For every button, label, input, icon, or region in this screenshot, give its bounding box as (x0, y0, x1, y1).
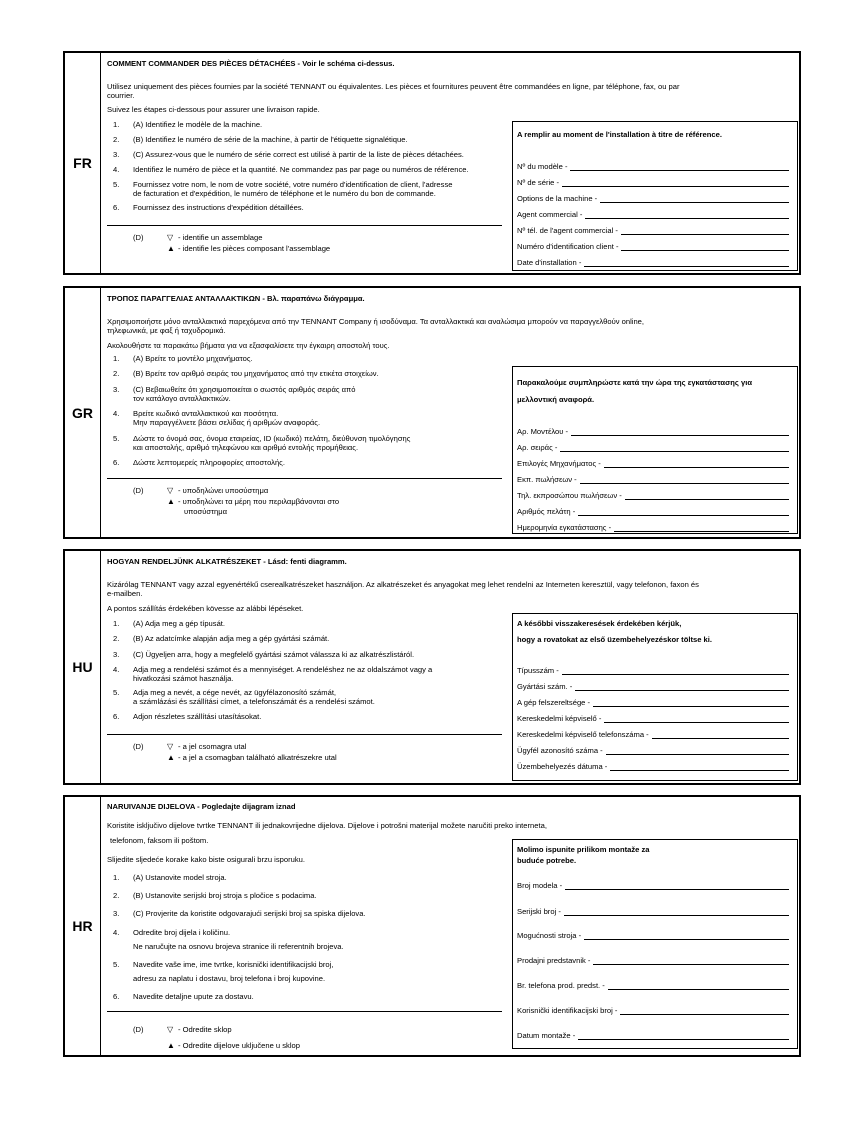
fill-line[interactable] (584, 932, 789, 940)
reference-box (512, 366, 798, 534)
step-text: (A) Identifiez le modèle de la machine. (133, 120, 263, 129)
open-triangle-icon: ▽ (167, 486, 174, 495)
filled-triangle-icon: ▲ (167, 753, 175, 762)
ref-field[interactable] (517, 666, 789, 675)
ref-field-label: Date d'installation - (517, 258, 582, 267)
open-triangle-icon: ▽ (167, 1025, 174, 1034)
legend-assembly: - a jel csomagra utal (178, 742, 247, 751)
step-text: Adjon részletes szállítási utasításokat. (133, 712, 262, 721)
ref-field[interactable] (517, 242, 789, 251)
step-text: Navedite detaljne upute za dostavu. (133, 992, 254, 1001)
content-hr (100, 797, 799, 1055)
step-number: 2. (113, 135, 120, 144)
filled-triangle-icon: ▲ (167, 497, 175, 506)
step-number: 6. (113, 458, 120, 467)
fill-line[interactable] (593, 699, 789, 707)
section-gr (63, 286, 801, 539)
fill-line[interactable] (570, 163, 789, 171)
step-text: (B) Ustanovite serijski broj stroja s pločice s podacima. (133, 891, 317, 900)
step-number: 3. (113, 650, 120, 659)
open-triangle-icon: ▽ (167, 233, 174, 242)
section-title: ΤΡΟΠΟΣ ΠΑΡΑΓΓΕΛΙΑΣ ΑΝΤΑΛΛΑΚΤΙΚΩΝ - Βλ. παραπάνω διάγραμμα. (107, 294, 365, 303)
step-text: (C) Assurez-vous que le numéro de série correct est utilisé à partir de la liste de pièces détachées. (133, 150, 464, 159)
section-title: HOGYAN RENDELJÜNK ALKATRÉSZEKET - Lásd: fenti diagramm. (107, 557, 347, 566)
step-text-cont: Ne naručujte na osnovu brojeva stranice ili referentnih brojeva. (133, 942, 344, 951)
ref-field-label: Options de la machine - (517, 194, 598, 203)
step-text: (A) Ustanovite model stroja. (133, 873, 227, 882)
fill-line[interactable] (575, 683, 789, 691)
ref-field[interactable] (517, 682, 789, 691)
step-text: (C) Ügyeljen arra, hogy a megfelelő gyártási számot válassza ki az alkatrészlistáról. (133, 650, 415, 659)
step-text: (A) Adja meg a gép típusát. (133, 619, 226, 628)
fill-line[interactable] (565, 882, 789, 890)
ref-field[interactable] (517, 1006, 789, 1015)
legend-parts: - υποδηλώνει τα μέρη που περιλαμβάνονται στο (178, 497, 340, 506)
ref-field[interactable] (517, 194, 789, 203)
ref-field-label: Αριθμός πελάτη - (517, 507, 576, 516)
fill-line[interactable] (571, 428, 789, 436)
legend-assembly: - identifie un assemblage (178, 233, 263, 242)
fill-line[interactable] (560, 444, 789, 452)
ref-field-label: Αρ. σειράς - (517, 443, 558, 452)
ref-field-label: Serijski broj - (517, 907, 561, 916)
fill-line[interactable] (578, 508, 789, 516)
step-number: 5. (113, 960, 120, 969)
step-text: Adja meg a rendelési számot és a mennyiséget. A rendeléshez ne az oldalszámot vagy a (133, 665, 433, 674)
fill-line[interactable] (584, 259, 789, 267)
legend-divider (107, 225, 502, 226)
step-number: 2. (113, 891, 120, 900)
legend-d-label: (D) (133, 233, 144, 242)
section-fr (63, 51, 801, 275)
step-text: (A) Βρείτε το μοντέλο μηχανήματος. (133, 354, 253, 363)
section-hr (63, 795, 801, 1057)
intro-line-1: Χρησιμοποιήστε μόνο ανταλλακτικά παρεχόμενα από την TENNANT Company ή ισοδύναμα. Τα ανταλλακτικά και αναλώσιμα μπορούν να παραγγελθούν online, (107, 317, 645, 326)
legend-divider (107, 734, 502, 735)
fill-line[interactable] (600, 195, 789, 203)
section-title: NARUIVANJE DIJELOVA - Pogledajte dijagram iznad (107, 802, 296, 811)
reference-box (512, 839, 798, 1049)
language-code-fr: FR (65, 53, 101, 273)
fill-line[interactable] (564, 908, 789, 916)
ref-field-label: Τηλ. εκπροσώπου πωλήσεων - (517, 491, 622, 500)
ref-field[interactable] (517, 491, 789, 500)
step-number: 5. (113, 434, 120, 443)
ref-field[interactable] (517, 523, 789, 532)
ref-field[interactable] (517, 746, 789, 755)
section-title: COMMENT COMMANDER DES PIÈCES DÉTACHÉES - Voir le schéma ci-dessus. (107, 59, 395, 68)
ref-field[interactable] (517, 475, 789, 484)
legend-d-label: (D) (133, 486, 144, 495)
ref-field-label: Datum montaže - (517, 1031, 576, 1040)
reference-header: A későbbi visszakeresések érdekében kérjük, (517, 619, 682, 628)
ref-field-label: Αρ. Μοντέλου - (517, 427, 569, 436)
ref-field[interactable] (517, 981, 789, 990)
content-fr (100, 53, 799, 273)
reference-header-cont: μελλοντική αναφορά. (517, 395, 595, 404)
language-code-hu: HU (65, 551, 101, 783)
step-number: 1. (113, 120, 120, 129)
fill-line[interactable] (625, 492, 789, 500)
fill-line[interactable] (593, 957, 789, 965)
step-text-cont: Μην παραγγέλνετε βάσει σελίδας ή αριθμών αναφοράς. (133, 418, 321, 427)
intro-line-1: Utilisez uniquement des pièces fournies par la société TENNANT ou équivalentes. Les pièces et fournitures peuvent être commandées en ligne, par téléphone, fax, ou par (107, 82, 680, 91)
legend-d-label: (D) (133, 1025, 144, 1034)
step-text-cont: a számlázási és szállítási címet, a telefonszámát és a rendelési számot. (133, 697, 375, 706)
language-code-hr: HR (65, 797, 101, 1055)
ref-field[interactable] (517, 1031, 789, 1040)
step-number: 2. (113, 634, 120, 643)
ref-field-label: Prodajni predstavnik - (517, 956, 591, 965)
legend-parts: - identifie les pièces composant l'assemblage (178, 244, 331, 253)
ref-field-label: Επιλογές Μηχανήματος - (517, 459, 601, 468)
ref-field[interactable] (517, 226, 789, 235)
step-number: 3. (113, 909, 120, 918)
ref-field[interactable] (517, 956, 789, 965)
ref-field-label: Ημερομηνία εγκατάστασης - (517, 523, 612, 532)
legend-parts-cont: υποσύστημα (184, 507, 228, 516)
reference-header: Molimo ispunite prilikom montaže za (517, 845, 650, 854)
ref-field[interactable] (517, 258, 789, 267)
reference-box (512, 613, 798, 781)
step-text: (B) Az adatcímke alapján adja meg a gép gyártási számát. (133, 634, 330, 643)
ref-field-label: Üzembehelyezés dátuma - (517, 762, 608, 771)
step-text: Fournissez des instructions d'expédition détaillées. (133, 203, 304, 212)
fill-line[interactable] (604, 460, 789, 468)
step-text: Δώστε λεπτομερείς πληροφορίες αποστολής. (133, 458, 285, 467)
step-number: 1. (113, 354, 120, 363)
fill-line[interactable] (620, 1007, 789, 1015)
ref-field-label: A gép felszereltsége - (517, 698, 591, 707)
step-text: Odredite broj dijela i količinu. (133, 928, 231, 937)
step-number: 1. (113, 619, 120, 628)
ref-field-label: Εκπ. πωλήσεων - (517, 475, 577, 484)
step-number: 1. (113, 873, 120, 882)
fill-line[interactable] (610, 763, 789, 771)
fill-line[interactable] (604, 715, 789, 723)
step-number: 5. (113, 688, 120, 697)
step-text: (B) Identifiez le numéro de série de la machine, à partir de l'étiquette signalétique. (133, 135, 408, 144)
filled-triangle-icon: ▲ (167, 244, 175, 253)
fill-line[interactable] (578, 1032, 789, 1040)
ref-field-label: Nº du modèle - (517, 162, 568, 171)
ref-field[interactable] (517, 698, 789, 707)
ref-field-label: Nº de série - (517, 178, 560, 187)
ref-field[interactable] (517, 714, 789, 723)
step-text-cont: adresu za naplatu i dostavu, broj telefona i broj kupovine. (133, 974, 326, 983)
steps-intro: A pontos szállítás érdekében kövesse az alábbi lépéseket. (107, 604, 304, 613)
ref-field-label: Agent commercial - (517, 210, 583, 219)
ref-field[interactable] (517, 762, 789, 771)
ref-field[interactable] (517, 931, 789, 940)
step-text: Adja meg a nevét, a cége nevét, az ügyfélazonosító számát, (133, 688, 337, 697)
ref-field[interactable] (517, 881, 789, 890)
fill-line[interactable] (585, 211, 789, 219)
step-text-cont: και αποστολής, αριθμό τηλεφώνου και αριθμό εντολής προμήθειας. (133, 443, 359, 452)
intro-line-2: e-mailben. (107, 589, 143, 598)
step-number: 2. (113, 369, 120, 378)
steps-intro: Slijedite sljedeće korake kako biste osigurali brzu isporuku. (107, 855, 305, 864)
ref-field-label: Numéro d'identification client - (517, 242, 619, 251)
ref-field[interactable] (517, 907, 789, 916)
ref-field[interactable] (517, 443, 789, 452)
intro-line-1: Koristite isključivo dijelove tvrtke TENNANT ili jednakovrijedne dijelova. Dijelove i potrošni materijal možete naručiti preko interneta, (107, 821, 547, 830)
legend-d-label: (D) (133, 742, 144, 751)
fill-line[interactable] (562, 179, 789, 187)
steps-intro: Ακολουθήστε τα παρακάτω βήματα για να εξασφαλίσετε την έγκαιρη αποστολή τους. (107, 341, 390, 350)
step-number: 6. (113, 992, 120, 1001)
step-number: 6. (113, 712, 120, 721)
reference-box (512, 121, 798, 271)
step-number: 4. (113, 928, 120, 937)
ref-field-label: Mogućnosti stroja - (517, 931, 582, 940)
fill-line[interactable] (580, 476, 789, 484)
step-number: 4. (113, 665, 120, 674)
ref-field-label: Broj modela - (517, 881, 563, 890)
fill-line[interactable] (562, 667, 789, 675)
ref-field-label: Kereskedelmi képviselő telefonszáma - (517, 730, 649, 739)
legend-parts: - a jel a csomagban található alkatrészekre utal (178, 753, 337, 762)
intro-line-2: τηλεφωνικά, με φαξ ή ταχυδρομικά. (107, 326, 226, 335)
content-hu (100, 551, 799, 783)
open-triangle-icon: ▽ (167, 742, 174, 751)
fill-line[interactable] (621, 227, 789, 235)
ref-field[interactable] (517, 507, 789, 516)
section-hu (63, 549, 801, 785)
ref-field[interactable] (517, 427, 789, 436)
legend-assembly: - υποδηλώνει υποσύστημα (178, 486, 269, 495)
filled-triangle-icon: ▲ (167, 1041, 175, 1050)
ref-field-label: Korisnički identifikacijski broj - (517, 1006, 618, 1015)
ref-field-label: Nº tél. de l'agent commercial - (517, 226, 618, 235)
step-text: Βρείτε κωδικό ανταλλακτικού και ποσότητα. (133, 409, 279, 418)
language-code-gr: GR (65, 288, 101, 537)
fill-line[interactable] (652, 731, 789, 739)
intro-line-2: telefonom, faksom ili poštom. (110, 836, 209, 845)
step-text-cont: de facturation et d'expédition, le numéro de téléphone et le numéro du bon de commande. (133, 189, 436, 198)
step-text: (C) Βεβαιωθείτε ότι χρησιμοποιείται ο σωστός αριθμός σειράς από (133, 385, 356, 394)
step-text: Navedite vaše ime, ime tvrtke, korisnički identifikacijski broj, (133, 960, 334, 969)
step-text: Identifiez le numéro de pièce et la quantité. Ne commandez pas par page ou numéros de référence. (133, 165, 469, 174)
ref-field-label: Kereskedelmi képviselő - (517, 714, 602, 723)
reference-header-cont: hogy a rovatokat az első üzembehelyezéskor töltse ki. (517, 635, 712, 644)
fill-line[interactable] (621, 243, 789, 251)
ref-field-label: Ügyfél azonosító száma - (517, 746, 603, 755)
legend-divider (107, 1011, 502, 1012)
legend-parts: - Odredite dijelove uključene u sklop (178, 1041, 300, 1050)
ref-field-label: Típusszám - (517, 666, 559, 675)
step-text: Fournissez votre nom, le nom de votre société, votre numéro d'identification de client, l'adresse (133, 180, 453, 189)
step-text: Δώστε το όνομά σας, όνομα εταιρείας, ID (κωδικό) πελάτη, διεύθυνση τιμολόγησης (133, 434, 411, 443)
ref-field-label: Br. telefona prod. predst. - (517, 981, 605, 990)
ref-field[interactable] (517, 178, 789, 187)
fill-line[interactable] (614, 524, 789, 532)
content-gr (100, 288, 799, 537)
steps-intro: Suivez les étapes ci-dessous pour assurer une livraison rapide. (107, 105, 320, 114)
step-number: 4. (113, 409, 120, 418)
intro-line-1: Kizárólag TENNANT vagy azzal egyenértékű cserealkatrészeket használjon. Az alkatrészeket és anyagokat meg lehet rendelni az Interneten keresztül, vagy telefonon, faxon és (107, 580, 699, 589)
step-text: (C) Provjerite da koristite odgovarajući serijski broj sa spiska dijelova. (133, 909, 366, 918)
ref-field[interactable] (517, 210, 789, 219)
fill-line[interactable] (606, 747, 789, 755)
step-number: 3. (113, 385, 120, 394)
step-text: (B) Βρείτε τον αριθμό σειράς του μηχανήματος από την ετικέτα στοιχείων. (133, 369, 379, 378)
step-number: 6. (113, 203, 120, 212)
ref-field[interactable] (517, 459, 789, 468)
step-number: 3. (113, 150, 120, 159)
reference-header: A remplir au moment de l'installation à titre de référence. (517, 130, 722, 139)
legend-assembly: - Odredite sklop (178, 1025, 232, 1034)
step-number: 4. (113, 165, 120, 174)
step-text-cont: hivatkozási számot használja. (133, 674, 234, 683)
step-text-cont: τον κατάλογο ανταλλακτικών. (133, 394, 231, 403)
ref-field[interactable] (517, 162, 789, 171)
step-number: 5. (113, 180, 120, 189)
ref-field[interactable] (517, 730, 789, 739)
intro-line-2: courrier. (107, 91, 135, 100)
legend-divider (107, 478, 502, 479)
reference-header: Παρακαλούμε συμπληρώστε κατά την ώρα της εγκατάστασης για (517, 378, 752, 387)
fill-line[interactable] (608, 982, 789, 990)
ref-field-label: Gyártási szám. - (517, 682, 573, 691)
reference-header-cont: buduće potrebe. (517, 856, 577, 865)
